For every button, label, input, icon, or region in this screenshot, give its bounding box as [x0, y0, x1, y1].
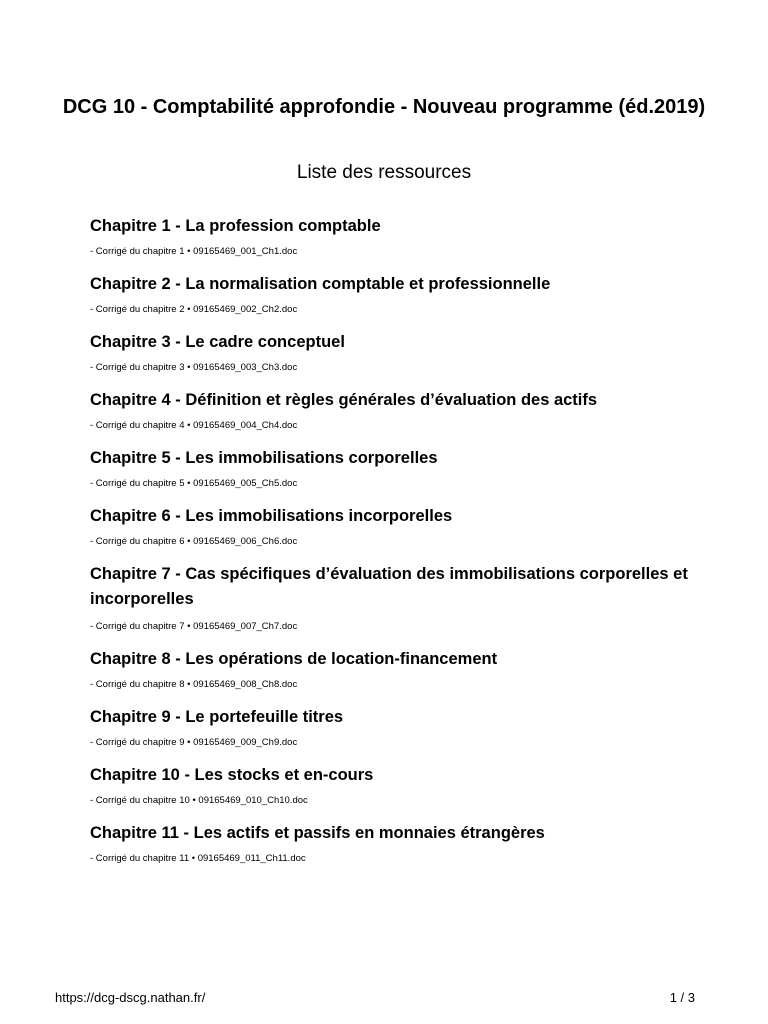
chapter-title: Chapitre 8 - Les opérations de location-financement: [90, 650, 498, 668]
chapter-item: [90, 388, 730, 433]
chapter-item: [90, 562, 730, 634]
chapter-title: Chapitre 3 - Le cadre conceptuel: [90, 333, 345, 351]
page-number: 1 / 3: [669, 990, 695, 1005]
chapter-item: [90, 272, 730, 317]
chapter-resource-link[interactable]: - Corrigé du chapitre 9 • 09165469_009_Ch9.doc: [90, 737, 298, 748]
chapter-item: [90, 705, 730, 750]
chapter-resource-link[interactable]: - Corrigé du chapitre 6 • 09165469_006_Ch6.doc: [90, 536, 298, 547]
chapter-item: [90, 214, 730, 259]
chapter-item: [90, 647, 730, 692]
chapter-resource-link[interactable]: - Corrigé du chapitre 1 • 09165469_001_Ch1.doc: [90, 246, 298, 257]
chapter-resource-link[interactable]: - Corrigé du chapitre 3 • 09165469_003_Ch3.doc: [90, 362, 298, 373]
chapter-resource-link[interactable]: - Corrigé du chapitre 8 • 09165469_008_Ch8.doc: [90, 679, 298, 690]
chapter-title: Chapitre 9 - Le portefeuille titres: [90, 708, 344, 726]
chapter-title: Chapitre 10 - Les stocks et en-cours: [90, 766, 374, 784]
chapter-resource-link[interactable]: - Corrigé du chapitre 10 • 09165469_010_Ch10.doc: [90, 795, 308, 806]
chapter-resource-link[interactable]: - Corrigé du chapitre 2 • 09165469_002_Ch2.doc: [90, 304, 298, 315]
chapter-item: [90, 446, 730, 491]
chapter-title: Chapitre 4 - Définition et règles générales d’évaluation des actifs: [90, 391, 598, 409]
chapter-item: [90, 763, 730, 808]
document-title: DCG 10 - Comptabilité approfondie - Nouveau programme (éd.2019): [62, 96, 706, 118]
chapter-title: Chapitre 7 - Cas spécifiques d’évaluation des immobilisations corporelles et incorporelles: [90, 565, 688, 608]
chapter-item: [90, 504, 730, 549]
footer-url-link[interactable]: https://dcg-dscg.nathan.fr/: [55, 990, 206, 1005]
chapter-title: Chapitre 2 - La normalisation comptable et professionnelle: [90, 275, 551, 293]
chapter-list: [90, 214, 730, 879]
chapter-resource-link[interactable]: - Corrigé du chapitre 7 • 09165469_007_Ch7.doc: [90, 621, 298, 632]
document-subtitle: Liste des ressources: [296, 162, 472, 183]
chapter-item: [90, 821, 730, 866]
chapter-resource-link[interactable]: - Corrigé du chapitre 5 • 09165469_005_Ch5.doc: [90, 478, 298, 489]
chapter-title: Chapitre 1 - La profession comptable: [90, 217, 381, 235]
chapter-title: Chapitre 11 - Les actifs et passifs en monnaies étrangères: [90, 824, 545, 842]
chapter-title: Chapitre 6 - Les immobilisations incorporelles: [90, 507, 453, 525]
chapter-title: Chapitre 5 - Les immobilisations corporelles: [90, 449, 438, 467]
chapter-item: [90, 330, 730, 375]
chapter-resource-link[interactable]: - Corrigé du chapitre 4 • 09165469_004_Ch4.doc: [90, 420, 298, 431]
chapter-resource-link[interactable]: - Corrigé du chapitre 11 • 09165469_011_Ch11.doc: [90, 853, 306, 864]
